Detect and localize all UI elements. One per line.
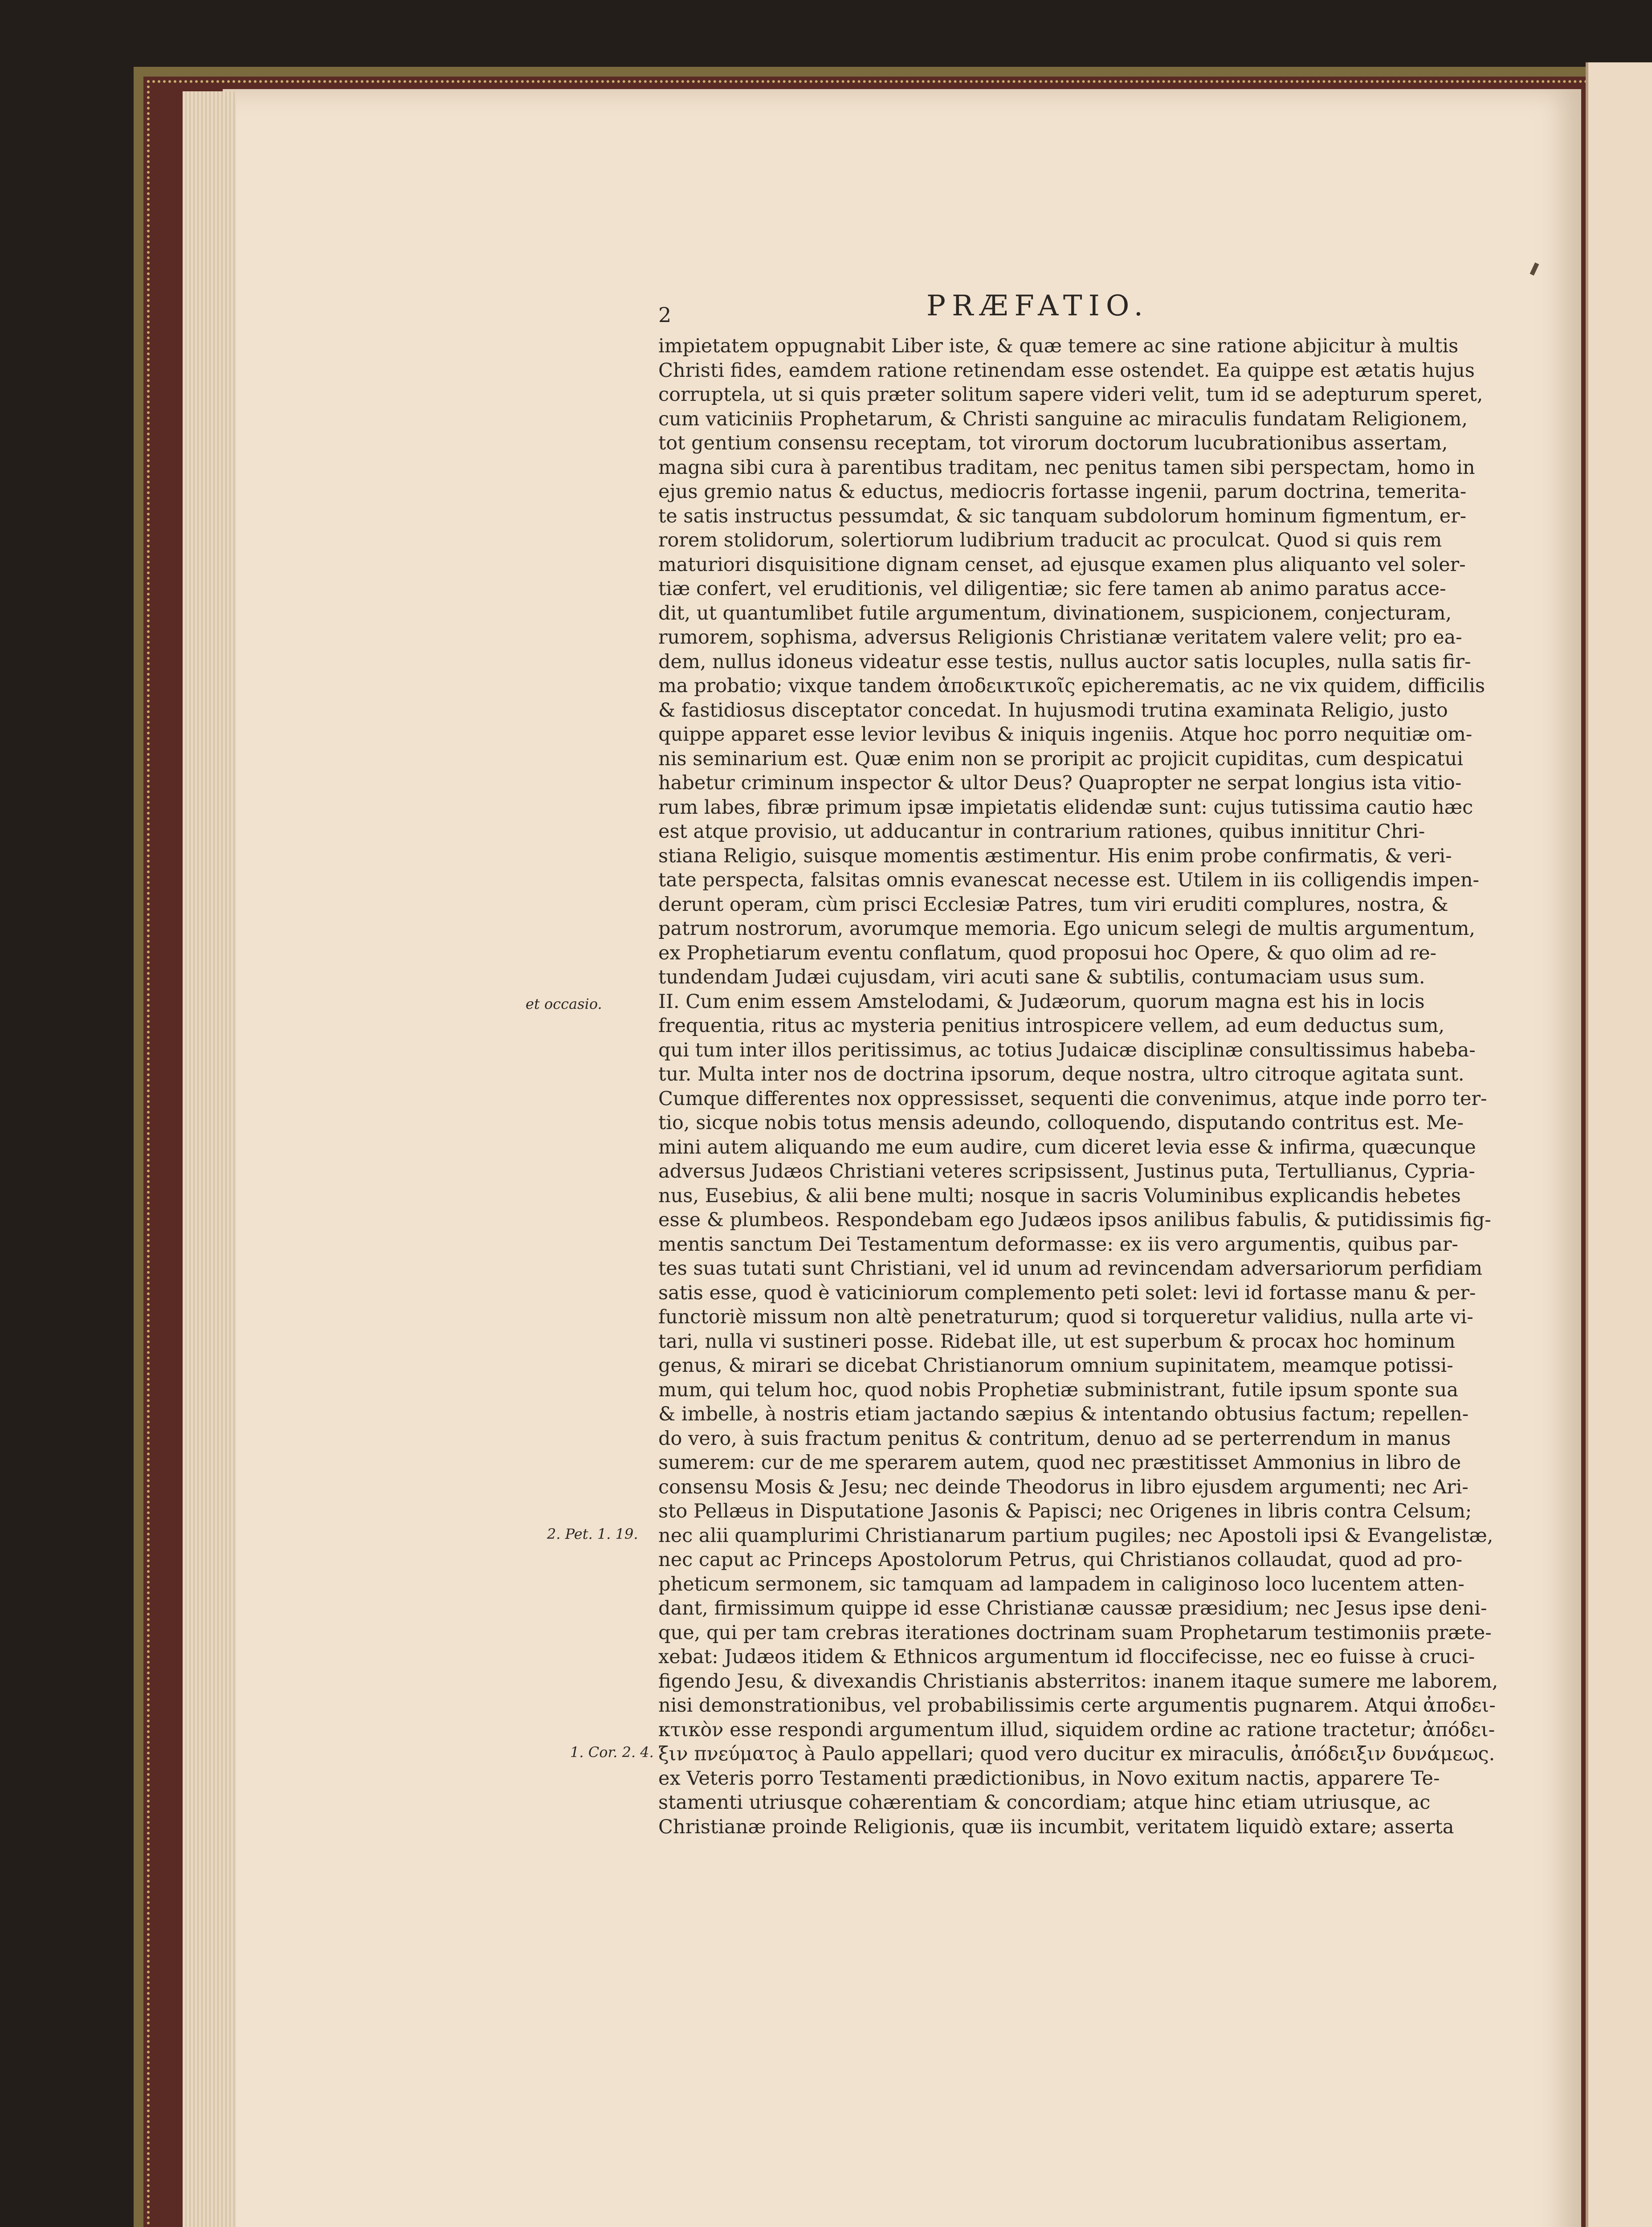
text-line: tate perspecta, falsitas omnis evanescat necesse est. Utilem in iis colligendis impen- [658,869,1480,891]
text-line: mentis sanctum Dei Testamentum deformasse: ex iis vero argumentis, quibus par- [658,1233,1458,1256]
text-line: tari, nulla vi sustineri posse. Ridebat ille, ut est superbum & procax hoc hominum [658,1330,1456,1353]
text-line: nis seminarium est. Quæ enim non se proripit ac projicit cupiditas, cum despicatui [658,747,1463,770]
text-line: corruptela, ut si quis præter solitum sapere videri velit, tum id se adepturum speret, [658,383,1483,406]
text-line: mum, qui telum hoc, quod nobis Prophetiæ subministrant, futile ipsum sponte sua [658,1379,1458,1401]
page-fore-edge [183,91,236,2227]
text-line: rumorem, sophisma, adversus Religionis Christianæ veritatem valere velit; pro ea- [658,626,1462,649]
text-line: mini autem aliquando me eum audire, cum diceret levia esse & infirma, quæcunque [658,1136,1476,1158]
text-line: functoriè missum non altè penetraturum; quod si torqueretur validius, nulla arte vi- [658,1306,1473,1328]
text-line: ma probatio; vixque tandem ἀποδεικτικοῖς epicherematis, ac ne vix quidem, difficilis [658,675,1485,697]
text-line: tiæ confert, vel eruditionis, vel diligentiæ; sic fere tamen ab animo paratus acce- [658,578,1446,600]
text-line: nus, Eusebius, & alii bene multi; nosque in sacris Voluminibus explicandis hebetes [658,1184,1461,1207]
text-line: cum vaticiniis Prophetarum, & Christi sanguine ac miraculis fundatam Religionem, [658,408,1468,430]
text-line: nec caput ac Princeps Apostolorum Petrus, qui Christianos collaudat, quod ad pro- [658,1549,1463,1571]
text-line: tur. Multa inter nos de doctrina ipsorum, deque nostra, ultro citroque agitata sunt. [658,1063,1464,1085]
text-line: ξιν πνεύματος à Paulo appellari; quod vero ducitur ex miraculis, ἀπόδειξιν δυνάμεως. [658,1743,1495,1765]
text-line: te satis instructus pessumdat, & sic tanquam subdolorum hominum figmentum, er- [658,505,1467,527]
text-line: Christi fides, eamdem ratione retinendam esse ostendet. Ea quippe est ætatis hujus [658,359,1475,382]
text-line: stiana Religio, suisque momentis æstimentur. His enim probe confirmatis, & veri- [658,844,1452,867]
text-line: κτικὸν esse respondi argumentum illud, siquidem ordine ac ratione tractetur; ἀπόδει- [658,1718,1495,1741]
text-line: stamenti utriusque cohærentiam & concordiam; atque hinc etiam utriusque, ac [658,1791,1431,1814]
text-line: impietatem oppugnabit Liber iste, & quæ temere ac sine ratione abjicitur à multis [658,335,1459,357]
text-line: tes suas tutati sunt Christiani, vel id unum ad revincendam adversariorum perfidiam [658,1257,1482,1280]
text-line: consensu Mosis & Jesu; nec deinde Theodorus in libro ejusdem argumenti; nec Ari- [658,1476,1468,1498]
text-line: Christianæ proinde Religionis, quæ iis incumbit, veritatem liquidò extare; asserta [658,1815,1454,1838]
text-line: do vero, à suis fractum penitus & contritum, denuo ad se perterrendum in manus [658,1427,1451,1450]
text-line: esse & plumbeos. Respondebam ego Judæos ipsos anilibus fabulis, & putidissimis fig- [658,1209,1491,1231]
text-line: satis esse, quod è vaticiniorum complemento peti solet: levi id fortasse manu & per- [658,1281,1476,1304]
text-line: nisi demonstrationibus, vel probabilissimis certe argumentis pugnarem. Atqui ἀποδει- [658,1694,1496,1717]
text-line: rorem stolidorum, solertiorum ludibrium traducit ac proculcat. Quod si quis rem [658,529,1442,551]
text-line: sumerem: cur de me sperarem autem, quod nec præstitisset Ammonius in libro de [658,1452,1461,1474]
margin-note-occasio: et occasio. [526,995,602,1012]
text-line: tio, sicque nobis totus mensis adeundo, colloquendo, disputando contritus est. Me- [658,1112,1464,1134]
running-head: PRÆFATIO. [926,290,1149,322]
text-line: II. Cum enim essem Amstelodami, & Judæorum, quorum magna est his in locis [658,990,1425,1013]
margin-note-1-cor: 1. Cor. 2. 4. [570,1744,654,1761]
text-line: que, qui per tam crebras iterationes doctrinam suam Prophetarum testimoniis præte- [658,1621,1492,1644]
text-line: quippe apparet esse levior levibus & iniquis ingeniis. Atque hoc porro nequitiæ om- [658,723,1473,746]
text-line: Cumque differentes nox oppressisset, sequenti die convenimus, atque inde porro ter- [658,1087,1487,1110]
text-line: habetur criminum inspector & ultor Deus? Quapropter ne serpat longius ista vitio- [658,772,1462,794]
text-line: sto Pellæus in Disputatione Jasonis & Papisci; nec Origenes in libris contra Celsum; [658,1500,1472,1522]
text-line: frequentia, ritus ac mysteria penitius introspicere vellem, ad eum deductus sum, [658,1015,1445,1037]
body-text [658,334,1652,1839]
text-line: figendo Jesu, & divexandis Christianis absterritos: inanem itaque sumere me laborem, [658,1670,1498,1693]
text-line: genus, & mirari se dicebat Christianorum omnium supinitatem, meamque potissi- [658,1354,1453,1377]
text-line: dit, ut quantumlibet futile argumentum, divinationem, suspicionem, conjecturam, [658,602,1452,624]
page-number: 2 [658,303,672,327]
margin-note-2-pet: 2. Pet. 1. 19. [547,1525,638,1542]
text-line: xebat: Judæos itidem & Ethnicos argumentum id floccifecisse, nec eo fuisse à cruci- [658,1646,1475,1668]
text-line: patrum nostrorum, avorumque memoria. Ego unicum selegi de multis argumentum, [658,918,1476,940]
text-line: derunt operam, cùm prisci Ecclesiæ Patres, tum viri eruditi complures, nostra, & [658,893,1448,916]
text-line: ex Prophetiarum eventu conflatum, quod proposui hoc Opere, & quo olim ad re- [658,942,1437,964]
text-line: qui tum inter illos peritissimus, ac totius Judaicæ disciplinæ consultissimus habeba- [658,1039,1476,1061]
text-line: ex Veteris porro Testamenti prædictionibus, in Novo exitum nactis, apparere Te- [658,1767,1440,1790]
text-line: pheticum sermonem, sic tamquam ad lampadem in caliginoso loco lucentem atten- [658,1573,1464,1595]
text-line: magna sibi cura à parentibus traditam, nec penitus tamen sibi perspectam, homo in [658,456,1475,479]
text-line: maturiori disquisitione dignam censet, ad ejusque examen plus aliquanto vel soler- [658,553,1466,576]
text-line: est atque provisio, ut adducantur in contrarium rationes, quibus innititur Chri- [658,820,1425,843]
text-line: nec alii quamplurimi Christianarum partium pugiles; nec Apostoli ipsi & Evangelistæ, [658,1524,1493,1547]
text-line: rum labes, fibræ primum ipsæ impietatis elidendæ sunt: cujus tutissima cautio hæc [658,796,1473,819]
text-line: adversus Judæos Christiani veteres scripsissent, Justinus puta, Tertullianus, Cypria- [658,1160,1475,1183]
text-line: tot gentium consensu receptam, tot virorum doctorum lucubrationibus assertam, [658,432,1448,454]
text-line: dem, nullus idoneus videatur esse testis, nullus auctor satis locuples, nulla satis fir- [658,650,1471,673]
text-line: ejus gremio natus & eductus, mediocris fortasse ingenii, parum doctrina, temerita- [658,481,1467,503]
text-line: & fastidiosus disceptator concedat. In hujusmodi trutina examinata Religio, justo [658,699,1448,722]
text-line: dant, firmissimum quippe id esse Christianæ caussæ præsidium; nec Jesus ipse deni- [658,1597,1487,1619]
text-line: tundendam Judæi cujusdam, viri acuti sane & subtilis, contumaciam usus sum. [658,966,1425,988]
text-line: & imbelle, à nostris etiam jactando sæpius & intentando obtusius factum; repellen- [658,1403,1469,1425]
